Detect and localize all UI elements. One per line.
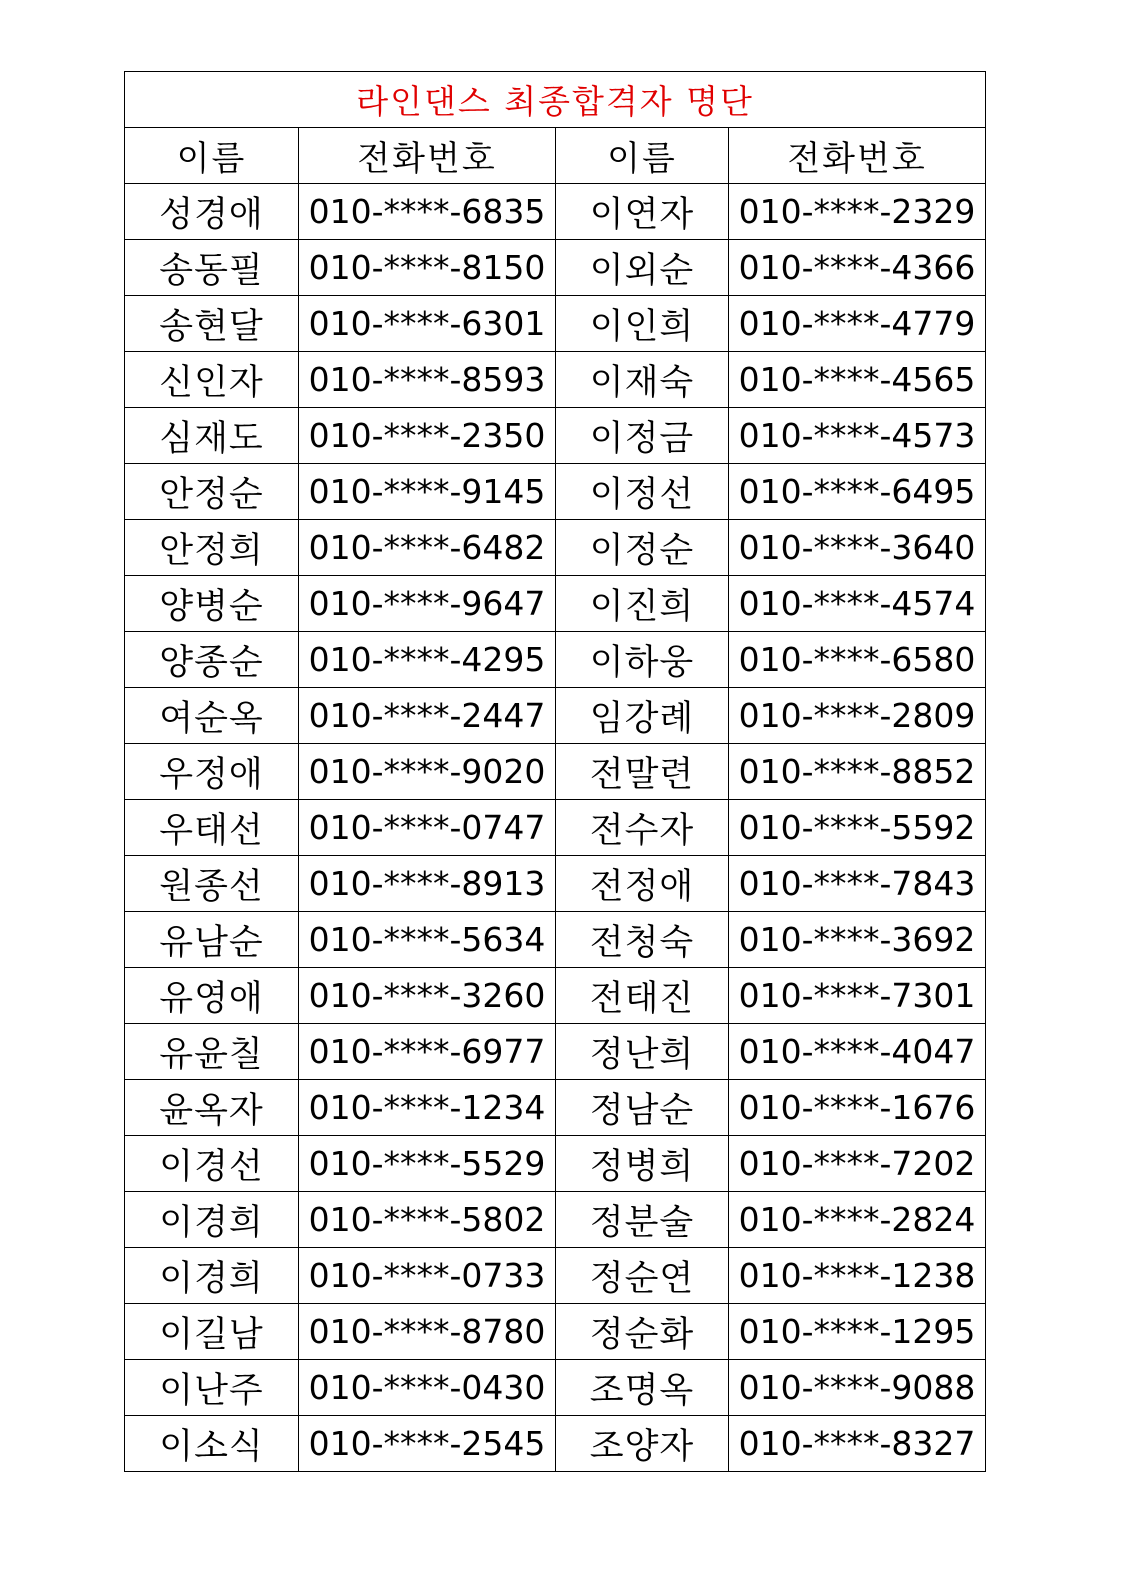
left-phone-cell: 010-****-6301	[299, 296, 556, 352]
right-phone-cell: 010-****-7301	[729, 968, 986, 1024]
table-row	[125, 856, 986, 912]
right-phone-cell: 010-****-5592	[729, 800, 986, 856]
right-phone-cell: 010-****-7202	[729, 1136, 986, 1192]
table-row	[125, 1360, 986, 1416]
header-phone-right: 전화번호	[729, 128, 986, 184]
table-row	[125, 688, 986, 744]
left-name-cell: 우태선	[125, 800, 299, 856]
left-phone-cell: 010-****-0430	[299, 1360, 556, 1416]
right-name-cell: 이연자	[556, 184, 729, 240]
right-name-cell: 이재숙	[556, 352, 729, 408]
right-phone-cell: 010-****-4366	[729, 240, 986, 296]
right-name-cell: 전청숙	[556, 912, 729, 968]
header-name-left: 이름	[125, 128, 299, 184]
right-phone-cell: 010-****-4047	[729, 1024, 986, 1080]
left-phone-cell: 010-****-1234	[299, 1080, 556, 1136]
table-row	[125, 240, 986, 296]
left-name-cell: 양병순	[125, 576, 299, 632]
right-phone-cell: 010-****-2809	[729, 688, 986, 744]
right-name-cell: 전태진	[556, 968, 729, 1024]
table-row	[125, 464, 986, 520]
right-name-cell: 정순화	[556, 1304, 729, 1360]
left-name-cell: 이난주	[125, 1360, 299, 1416]
left-phone-cell: 010-****-6835	[299, 184, 556, 240]
left-name-cell: 이소식	[125, 1416, 299, 1472]
right-name-cell: 정순연	[556, 1248, 729, 1304]
right-name-cell: 전수자	[556, 800, 729, 856]
left-phone-cell: 010-****-8913	[299, 856, 556, 912]
right-phone-cell: 010-****-3640	[729, 520, 986, 576]
left-phone-cell: 010-****-6482	[299, 520, 556, 576]
right-phone-cell: 010-****-4573	[729, 408, 986, 464]
right-phone-cell: 010-****-1295	[729, 1304, 986, 1360]
table-row	[125, 1304, 986, 1360]
left-phone-cell: 010-****-9020	[299, 744, 556, 800]
right-phone-cell: 010-****-2329	[729, 184, 986, 240]
right-phone-cell: 010-****-9088	[729, 1360, 986, 1416]
right-phone-cell: 010-****-4574	[729, 576, 986, 632]
right-name-cell: 이진희	[556, 576, 729, 632]
table-row	[125, 184, 986, 240]
table-row	[125, 1024, 986, 1080]
document-title: 라인댄스 최종합격자 명단	[125, 72, 986, 128]
right-phone-cell: 010-****-2824	[729, 1192, 986, 1248]
left-name-cell: 윤옥자	[125, 1080, 299, 1136]
right-name-cell: 정난희	[556, 1024, 729, 1080]
left-phone-cell: 010-****-9145	[299, 464, 556, 520]
right-phone-cell: 010-****-8852	[729, 744, 986, 800]
table-row	[125, 408, 986, 464]
left-name-cell: 이길남	[125, 1304, 299, 1360]
table-row	[125, 1080, 986, 1136]
left-phone-cell: 010-****-5634	[299, 912, 556, 968]
right-phone-cell: 010-****-4565	[729, 352, 986, 408]
left-phone-cell: 010-****-8150	[299, 240, 556, 296]
table-row	[125, 576, 986, 632]
left-phone-cell: 010-****-2447	[299, 688, 556, 744]
right-name-cell: 전정애	[556, 856, 729, 912]
left-phone-cell: 010-****-8593	[299, 352, 556, 408]
right-name-cell: 조명옥	[556, 1360, 729, 1416]
left-phone-cell: 010-****-6977	[299, 1024, 556, 1080]
left-name-cell: 양종순	[125, 632, 299, 688]
right-name-cell: 이정금	[556, 408, 729, 464]
table-row	[125, 912, 986, 968]
left-phone-cell: 010-****-9647	[299, 576, 556, 632]
table-row	[125, 296, 986, 352]
header-phone-left: 전화번호	[299, 128, 556, 184]
table-row	[125, 1192, 986, 1248]
left-name-cell: 심재도	[125, 408, 299, 464]
left-name-cell: 유영애	[125, 968, 299, 1024]
right-name-cell: 정남순	[556, 1080, 729, 1136]
document-sheet	[124, 71, 985, 1472]
right-phone-cell: 010-****-8327	[729, 1416, 986, 1472]
right-name-cell: 이정선	[556, 464, 729, 520]
right-phone-cell: 010-****-6580	[729, 632, 986, 688]
table-row	[125, 1416, 986, 1472]
right-phone-cell: 010-****-1676	[729, 1080, 986, 1136]
left-name-cell: 안정순	[125, 464, 299, 520]
header-row	[125, 128, 986, 184]
right-phone-cell: 010-****-7843	[729, 856, 986, 912]
right-name-cell: 이외순	[556, 240, 729, 296]
left-phone-cell: 010-****-5529	[299, 1136, 556, 1192]
right-name-cell: 임강례	[556, 688, 729, 744]
left-phone-cell: 010-****-5802	[299, 1192, 556, 1248]
left-name-cell: 우정애	[125, 744, 299, 800]
table-row	[125, 800, 986, 856]
left-name-cell: 여순옥	[125, 688, 299, 744]
left-name-cell: 이경희	[125, 1192, 299, 1248]
left-phone-cell: 010-****-8780	[299, 1304, 556, 1360]
left-name-cell: 원종선	[125, 856, 299, 912]
title-row	[125, 72, 986, 128]
right-phone-cell: 010-****-4779	[729, 296, 986, 352]
table-row	[125, 1136, 986, 1192]
roster-table	[124, 71, 986, 1472]
left-name-cell: 신인자	[125, 352, 299, 408]
header-name-right: 이름	[556, 128, 729, 184]
right-name-cell: 조양자	[556, 1416, 729, 1472]
table-row	[125, 632, 986, 688]
right-phone-cell: 010-****-6495	[729, 464, 986, 520]
left-name-cell: 안정희	[125, 520, 299, 576]
left-name-cell: 유윤칠	[125, 1024, 299, 1080]
left-phone-cell: 010-****-2350	[299, 408, 556, 464]
left-phone-cell: 010-****-0733	[299, 1248, 556, 1304]
right-name-cell: 이인희	[556, 296, 729, 352]
left-name-cell: 유남순	[125, 912, 299, 968]
table-row	[125, 1248, 986, 1304]
left-phone-cell: 010-****-3260	[299, 968, 556, 1024]
roster-body	[125, 184, 986, 1472]
left-phone-cell: 010-****-2545	[299, 1416, 556, 1472]
left-name-cell: 이경희	[125, 1248, 299, 1304]
right-name-cell: 정분술	[556, 1192, 729, 1248]
right-phone-cell: 010-****-1238	[729, 1248, 986, 1304]
left-phone-cell: 010-****-0747	[299, 800, 556, 856]
right-phone-cell: 010-****-3692	[729, 912, 986, 968]
left-name-cell: 이경선	[125, 1136, 299, 1192]
left-name-cell: 송현달	[125, 296, 299, 352]
table-row	[125, 352, 986, 408]
right-name-cell: 전말련	[556, 744, 729, 800]
left-name-cell: 송동필	[125, 240, 299, 296]
right-name-cell: 정병희	[556, 1136, 729, 1192]
right-name-cell: 이하웅	[556, 632, 729, 688]
left-name-cell: 성경애	[125, 184, 299, 240]
table-row	[125, 520, 986, 576]
right-name-cell: 이정순	[556, 520, 729, 576]
table-row	[125, 744, 986, 800]
left-phone-cell: 010-****-4295	[299, 632, 556, 688]
table-row	[125, 968, 986, 1024]
